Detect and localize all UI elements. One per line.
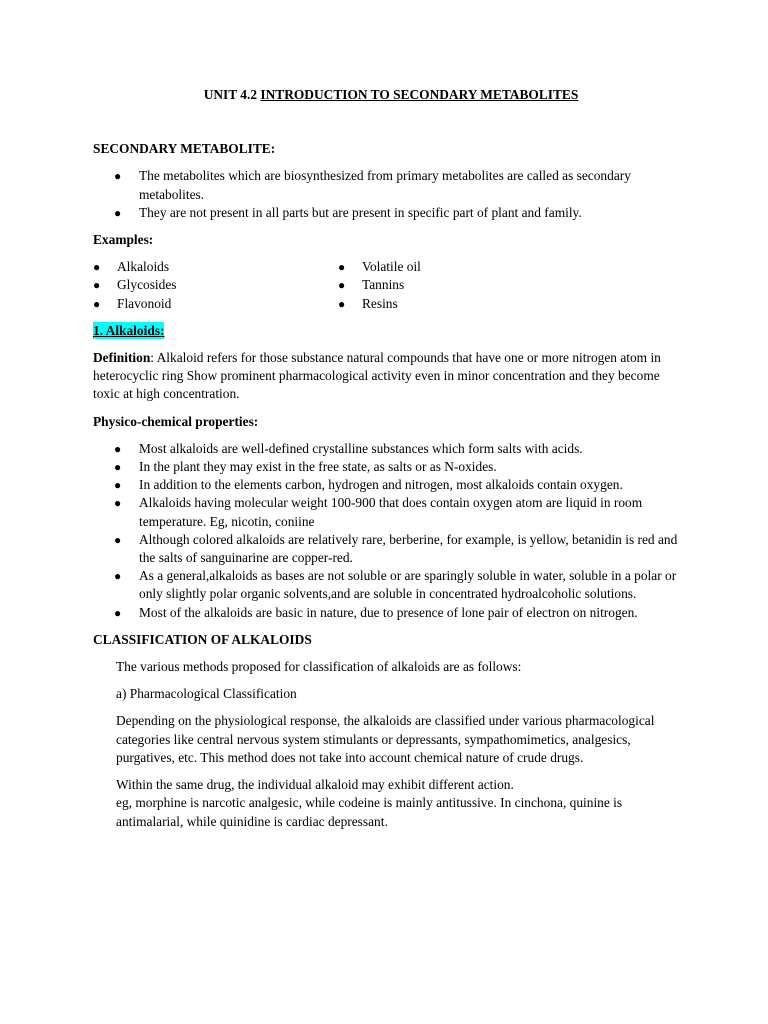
list-item <box>93 258 338 276</box>
bullet-icon: ● <box>114 569 122 584</box>
bullet-icon: ● <box>114 460 122 475</box>
list-item-text: Alkaloids <box>117 259 170 275</box>
document-page <box>93 86 683 840</box>
bullet-icon: ● <box>338 296 346 311</box>
list-item-text: Although colored alkaloids are relatively rare, berberine, for example, is yellow, betanidin is red and the salts of sanguinarine are copper-red. <box>139 531 678 566</box>
properties-list <box>93 440 683 622</box>
paragraph-2-line-1: Within the same drug, the individual alkaloid may exhibit different action. <box>116 777 514 793</box>
definition-label: Definition <box>93 350 151 366</box>
definition-text: : Alkaloid refers for those substance natural compounds that have one or more nitrogen atom in heterocyclic ring Show prominent pharmacological activity even in minor concentration and they become toxic at high concentration. <box>93 350 661 402</box>
bullet-icon: ● <box>114 532 122 547</box>
bullet-icon: ● <box>114 496 122 511</box>
classification-paragraph-1: Depending on the physiological response, the alkaloids are classified under various pharmacological categories like central nervous system stimulants or depressants, sympathomimetics, analgesics, purgatives, etc. This method does not take into account chemical nature of crude drugs. <box>116 713 655 765</box>
bullet-icon: ● <box>93 296 101 311</box>
bullet-icon: ● <box>114 205 122 220</box>
list-item <box>338 276 421 294</box>
bullet-icon: ● <box>338 260 346 275</box>
classification-intro: The various methods proposed for classification of alkaloids are as follows: <box>116 659 522 675</box>
examples-list <box>93 258 683 313</box>
bullet-icon: ● <box>114 478 122 493</box>
bullet-icon: ● <box>114 441 122 456</box>
properties-heading: Physico-chemical properties: <box>93 413 259 429</box>
list-item-text: Most alkaloids are well-defined crystalline substances which form salts with acids. <box>139 440 583 456</box>
title-main: INTRODUCTION TO SECONDARY METABOLITES <box>260 87 579 102</box>
list-item <box>93 476 683 494</box>
title-prefix: UNIT 4.2 <box>203 87 261 102</box>
classification-heading: CLASSIFICATION OF ALKALOIDS <box>93 631 312 647</box>
examples-column-2 <box>338 258 421 313</box>
list-item-text: Most of the alkaloids are basic in nature, due to presence of lone pair of electron on nitrogen. <box>139 604 638 620</box>
list-item <box>338 295 421 313</box>
definition-paragraph <box>93 349 683 404</box>
list-item <box>93 604 683 622</box>
list-item <box>93 458 683 476</box>
alkaloids-heading-row <box>93 322 683 340</box>
bullet-icon: ● <box>93 278 101 293</box>
list-item-text: Tannins <box>362 277 405 293</box>
list-item-text: The metabolites which are biosynthesized from primary metabolites are called as secondary metabolites. <box>139 168 631 202</box>
list-item <box>93 167 683 203</box>
list-item-text: Resins <box>362 295 398 311</box>
list-item-text: Glycosides <box>117 277 177 293</box>
bullet-icon: ● <box>114 169 122 184</box>
bullet-icon: ● <box>93 260 101 275</box>
page-title <box>93 86 683 104</box>
list-item <box>93 567 683 603</box>
list-item <box>93 204 683 222</box>
list-item-text: In addition to the elements carbon, hydrogen and nitrogen, most alkaloids contain oxygen. <box>139 477 623 493</box>
classification-subheading: a) Pharmacological Classification <box>116 686 297 702</box>
paragraph-2-line-2: eg, morphine is narcotic analgesic, while codeine is mainly antitussive. In cinchona, quinine is antimalarial, while quinidine is cardiac depressant. <box>116 795 623 829</box>
list-item <box>93 295 338 313</box>
list-item <box>93 276 338 294</box>
list-item-text: In the plant they may exist in the free state, as salts or as N-oxides. <box>139 459 497 475</box>
list-item-text: As a general,alkaloids as bases are not soluble or are sparingly soluble in water, soluble in a polar or only slightly polar organic solvents,and are soluble in concentrated hydroalcoholic solutions. <box>139 568 677 602</box>
examples-heading: Examples: <box>93 232 154 248</box>
list-item <box>338 258 421 276</box>
list-item <box>93 531 683 567</box>
classification-paragraph-2 <box>93 776 683 831</box>
list-item-text: Volatile oil <box>362 259 421 275</box>
bullet-icon: ● <box>114 605 122 620</box>
alkaloids-heading: 1. Alkaloids: <box>93 322 165 338</box>
examples-column-1 <box>93 258 338 313</box>
list-item <box>93 494 683 530</box>
secondary-metabolite-list <box>93 167 683 222</box>
list-item <box>93 440 683 458</box>
bullet-icon: ● <box>338 278 346 293</box>
list-item-text: They are not present in all parts but are present in specific part of plant and family. <box>139 204 582 220</box>
list-item-text: Flavonoid <box>117 295 172 311</box>
list-item-text: Alkaloids having molecular weight 100-900 that does contain oxygen atom are liquid in room temperature. Eg, nicotin, coniine <box>139 495 643 529</box>
secondary-metabolite-heading: SECONDARY METABOLITE: <box>93 141 276 157</box>
